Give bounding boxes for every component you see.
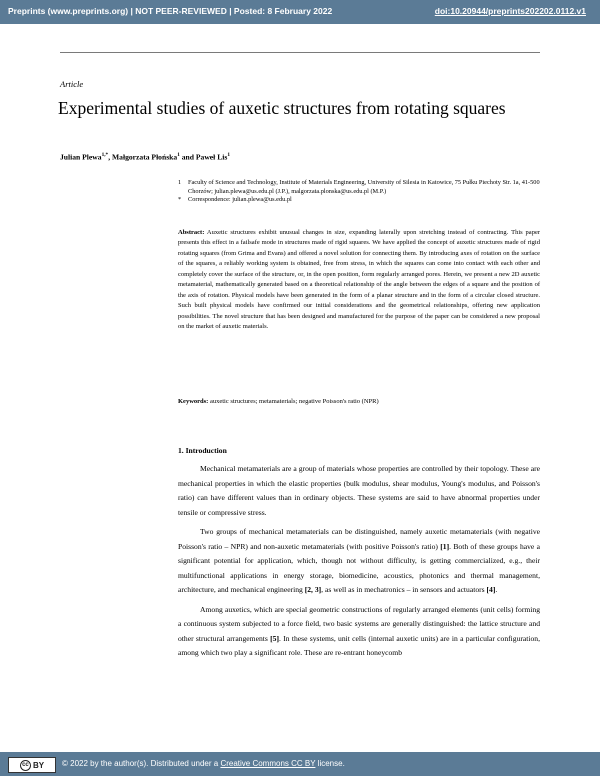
citation: [1] (440, 541, 450, 551)
article-type-label: Article (60, 79, 84, 89)
citation: [2, 3] (304, 585, 322, 594)
author-separator: and (179, 152, 196, 162)
abstract-text: Auxetic structures exhibit unusual changes in size, expanding laterally upon stretching instead of contracting. This paper presents this effect in a failsafe mode in structures made of rigid squares. We have applied the concept of auxetic structures made of rigid rotating squares (from Grima and Evans) and offered a novel solution for connecting them. By introducing axes of rotation on the surface of the squares, a reliably working system is obtained, free from stress, in which the squares can come into contact with each other and completely cover the surface of the structure, or, in the open position, form regularly arranged pores. Herein, we present a new 2D auxetic metamaterial, mathematically generated based on a theoretical relationship of the angle between the edges of a square and the position of the axis of rotation. Physical models have been generated in the form of a planar structure and in the form of a circular closed structure. Such built physical models have confirmed our initial considerations and the geometrical relationships, offering new application possibilities. The novel structure that has been designed and manufactured for the purpose of the paper can be considered a new proposal on the market of auxetic materials. (178, 229, 540, 331)
paragraph-text: Two groups of mechanical metamaterials can be distinguished, namely auxetic metamaterials (with negative Poisson's ratio – NPR) and non-auxetic metamaterials (with positive Poisson's ratio) (178, 527, 540, 551)
keywords-text: auxetic structures; metamaterials; negative Poisson's ratio (NPR) (208, 398, 379, 405)
paper-title: Experimental studies of auxetic structures from rotating squares (58, 98, 506, 118)
license-link[interactable]: Creative Commons CC BY (220, 759, 316, 768)
author-name: Julian Plewa (60, 152, 102, 162)
correspondence-mark: * (178, 196, 182, 204)
keywords (178, 398, 540, 405)
affiliation-mark: 1 (178, 179, 182, 186)
correspondence-text: Correspondence: julian.plewa@us.edu.pl (188, 196, 292, 204)
paragraph (178, 525, 540, 598)
author-name: Paweł Lis (195, 152, 228, 162)
license-suffix: license. (315, 759, 345, 768)
author-list (60, 152, 230, 162)
author-affiliation-mark: 1,* (101, 152, 109, 158)
affiliation-text: Faculty of Science and Technology, Institute of Materials Engineering, University of Silesia in Katowice, 75 Pułku Piechoty Str. 1a, 41-500 Chorzów; julian.plewa@us.edu.pl (J.P.), malgorzata.plonska@us.edu.pl (M.P.) (188, 179, 540, 195)
paragraph-text: . (495, 585, 498, 594)
citation: [4] (486, 585, 496, 594)
paragraph-text: . In these systems, unit cells (internal auxetic units) are in a particular configuration, among which two play a significant role. These are re-entrant honeycomb (178, 633, 540, 657)
keywords-label: Keywords: (178, 398, 209, 405)
body-text (178, 462, 540, 666)
preprint-header-bar (0, 0, 600, 24)
cc-icon: cc (20, 760, 31, 771)
cc-by-badge[interactable] (8, 757, 56, 773)
paragraph-text: , as well as in mechatronics – in sensors and actuators (321, 585, 487, 594)
paragraph-text: . Both of these groups have a significant potential for application, which, though not without difficulty, is getting commercialized, e.g., their multifunctional applications in energy storage, biomedicine, acoustics, photonics and thermal management, architecture, and mechanical engineering (178, 541, 540, 594)
license-text (62, 759, 345, 768)
abstract (178, 228, 540, 333)
citation: [5] (270, 633, 279, 643)
author-affiliation-mark: 1 (227, 152, 230, 158)
affiliations (178, 179, 540, 205)
paragraph (178, 603, 540, 661)
abstract-label: Abstract: (178, 229, 205, 236)
by-label: BY (32, 760, 45, 770)
doi-link[interactable]: doi:10.20944/preprints202202.0112.v1 (434, 6, 586, 16)
author-affiliation-mark: 1 (177, 152, 180, 158)
paragraph: Mechanical metamaterials are a group of materials whose properties are controlled by their topology. These are mechanical properties in which the elastic properties (bulk modulus, shear modulus, Young's modulus, and Poisson's ratio) can have different values than in ordinary objects. These systems are said to have abnormal properties under tensile or compressive stress. (178, 464, 540, 517)
author-separator: , (108, 152, 112, 162)
preprint-status: Preprints (www.preprints.org) | NOT PEER-REVIEWED | Posted: 8 February 2022 (8, 6, 333, 16)
license-footer (0, 752, 600, 776)
header-divider (60, 52, 540, 53)
section-heading: 1. Introduction (178, 446, 227, 455)
license-prefix: © 2022 by the author(s). Distributed under a (62, 759, 221, 768)
paragraph-text: Among auxetics, which are special geometric constructions of regularly arranged elements (unit cells) forming a continuous system subjected to a force field, two basic systems are generally distinguished: the lattice structure and other structural arrangements (178, 604, 540, 643)
author-name: Małgorzata Płońska (112, 152, 178, 162)
